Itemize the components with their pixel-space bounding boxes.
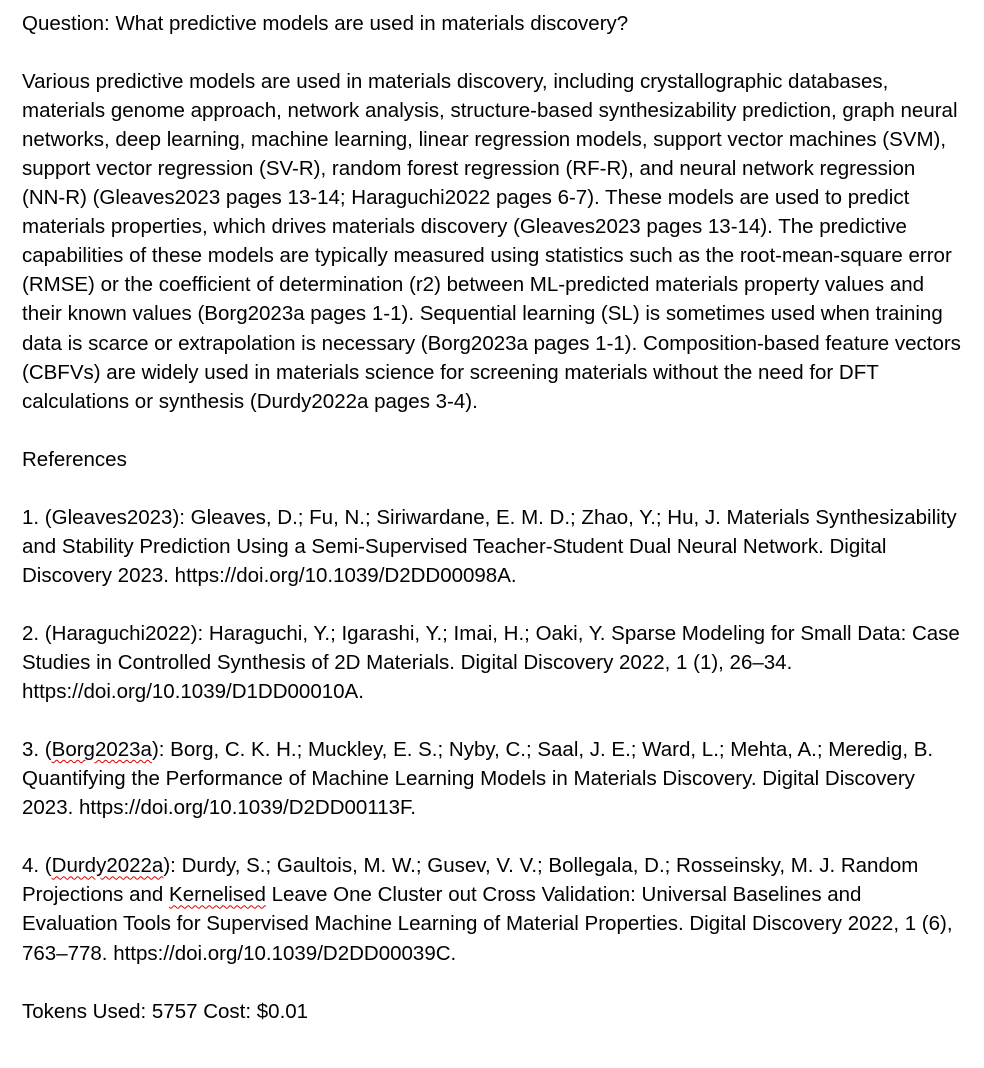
reference-citation-continued: Leave One Cluster out Cross Validation: Universal Baselines and Evaluation Tools for Supervised Machine Learning of Material Properties. Digital Discovery 2022, 1 (6), 763–778. https://doi.org/10.1039/D2DD00039C.: [22, 883, 953, 965]
reference-number: 2.: [22, 621, 40, 645]
question-text: What predictive models are used in materials discovery?: [115, 12, 629, 35]
cost-value: $0.01: [256, 999, 309, 1023]
reference-key-spellcheck-flagged[interactable]: Borg2023a: [51, 738, 152, 762]
reference-key: Gleaves2023: [51, 505, 173, 529]
reference-item: 1. (Gleaves2023): Gleaves, D.; Fu, N.; Siriwardane, E. M. D.; Zhao, Y.; Hu, J. Materials Synthesizability and Stability Prediction Using a Semi-Supervised Teacher-Student Dual Neural Network. Digital Discovery 2023. https://doi.org/10.1039/D2DD00098A.: [22, 505, 957, 587]
spellcheck-flagged-word[interactable]: Kernelised: [169, 883, 266, 907]
spacer: [22, 822, 962, 851]
reference-item: 3. (Borg2023a): Borg, C. K. H.; Muckley, E. S.; Nyby, C.; Saal, J. E.; Ward, L.; Mehta, A.; Meredig, B. Quantifying the Performance of Machine Learning Models in Materials Discovery. Digital Discovery 2023. https://doi.org/10.1039/D2DD00113F.: [22, 738, 934, 820]
answer-paragraph: Various predictive models are used in materials discovery, including crystallographic databases, materials genome approach, network analysis, structure-based synthesizability prediction, graph neural networks, deep learning, machine learning, linear regression models, support vector machines (SVM), support vector regression (SV-R), random forest regression (RF-R), and neural network regression (NN-R) (Gleaves2023 pages 13-14; Haraguchi2022 pages 6-7). These models are used to predict materials properties, which drives materials discovery (Gleaves2023 pages 13-14). The predictive capabilities of these models are typically measured using statistics such as the root-mean-square error (RMSE) or the coefficient of determination (r2) between ML-predicted materials property values and their known values (Borg2023a pages 1-1). Sequential learning (SL) is sometimes used when training data is scarce or extrapolation is necessary (Borg2023a pages 1-1). Composition-based feature vectors (CBFVs) are widely used in materials science for screening materials without the need for DFT calculations or synthesis (Durdy2022a pages 3-4).: [22, 70, 961, 413]
question-line: [22, 9, 962, 38]
cost-label: Cost:: [203, 999, 252, 1023]
reference-item: 2. (Haraguchi2022): Haraguchi, Y.; Igarashi, Y.; Imai, H.; Oaki, Y. Sparse Modeling for Small Data: Case Studies in Controlled Synthesis of 2D Materials. Digital Discovery 2022, 1 (1), 26–34. https://doi.org/10.1039/D1DD00010A.: [22, 621, 960, 704]
reference-number: 3.: [22, 738, 40, 762]
reference-citation: Borg, C. K. H.; Muckley, E. S.; Nyby, C.; Saal, J. E.; Ward, L.; Mehta, A.; Meredig, B. Quantifying the Performance of Machine Learning Models in Materials Discovery. Digital Discovery 2023. https://doi.org/10.1039/D2DD00113F.: [22, 738, 934, 820]
tokens-label: Tokens Used:: [22, 999, 147, 1023]
reference-key-spellcheck-flagged[interactable]: Durdy2022a: [51, 854, 164, 878]
question-label: Question:: [22, 12, 110, 35]
references-heading: References: [22, 447, 127, 471]
spacer: [22, 416, 962, 445]
spacer: [22, 968, 962, 997]
spacer: [22, 706, 962, 735]
spacer: [22, 590, 962, 619]
reference-key: Haraguchi2022: [51, 621, 191, 645]
reference-citation: Haraguchi, Y.; Igarashi, Y.; Imai, H.; Oaki, Y. Sparse Modeling for Small Data: Case Studies in Controlled Synthesis of 2D Materials. Digital Discovery 2022, 1 (1), 26–34. https://doi.org/10.1039/D1DD00010A.: [22, 621, 960, 704]
reference-number: 1.: [22, 505, 40, 529]
reference-citation: Gleaves, D.; Fu, N.; Siriwardane, E. M. D.; Zhao, Y.; Hu, J. Materials Synthesizability and Stability Prediction Using a Semi-Supervised Teacher-Student Dual Neural Network. Digital Discovery 2023. https://doi.org/10.1039/D2DD00098A.: [22, 505, 957, 587]
tokens-value: 5757: [151, 999, 198, 1023]
usage-line: [22, 997, 962, 1026]
reference-item: 4. (Durdy2022a): Durdy, S.; Gaultois, M. W.; Gusev, V. V.; Bollegala, D.; Rosseinsky, M. J. Random Projections and Kernelised Leave One Cluster out Cross Validation: Universal Baselines and Evaluation Tools for Supervised Machine Learning of Material Properties. Digital Discovery 2022, 1 (6), 763–778. https://doi.org/10.1039/D2DD00039C.: [22, 854, 953, 965]
spacer: [22, 474, 962, 503]
reference-citation: Durdy, S.; Gaultois, M. W.; Gusev, V. V.; Bollegala, D.; Rosseinsky, M. J. Random Projections and: [22, 854, 919, 907]
spacer: [22, 38, 962, 67]
reference-number: 4.: [22, 854, 40, 878]
